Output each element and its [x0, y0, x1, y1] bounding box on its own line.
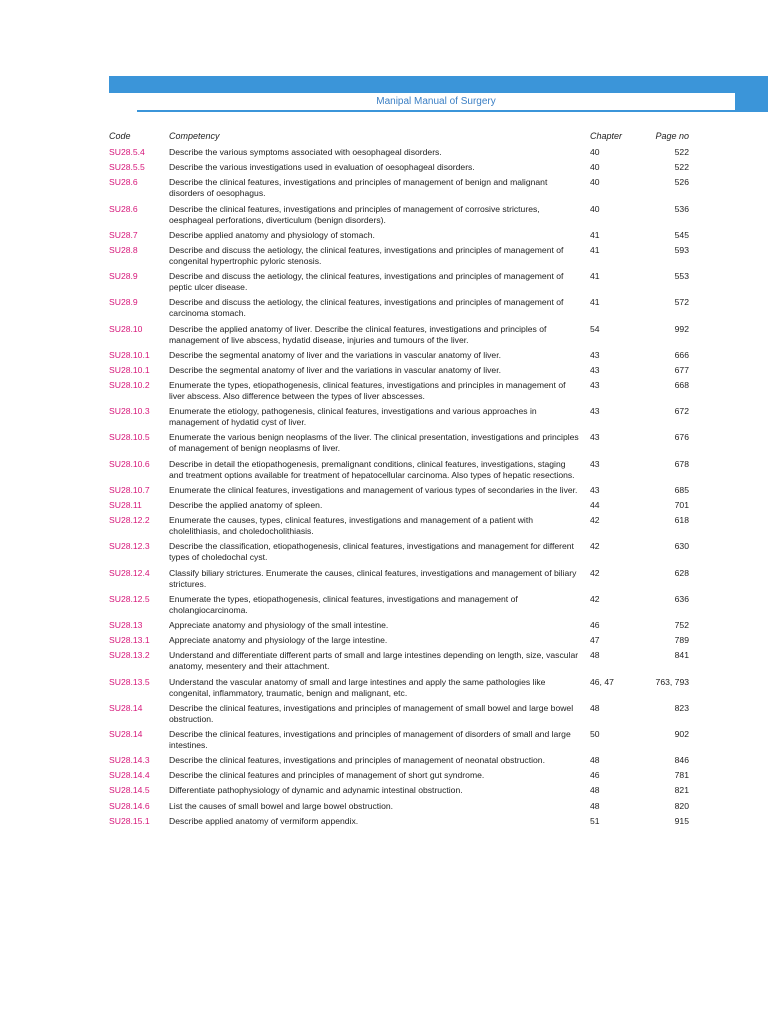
row-competency: Describe the clinical features, investigations and principles of management of corrosive strictures, oesphageal perforations, diverticulum (benign disorders). [169, 203, 540, 225]
row-page: 781 [674, 770, 689, 781]
row-page: 666 [674, 349, 689, 360]
row-chapter: 46 [590, 770, 600, 781]
row-chapter: 48 [590, 755, 600, 766]
table-row [109, 650, 689, 676]
row-chapter: 43 [590, 484, 600, 495]
row-code: SU28.15.1 [109, 815, 150, 826]
row-competency: Understand the vascular anatomy of small and large intestines and apply the same pathologies like congenital, inflammatory, traumatic, benign and malignant, etc. [169, 676, 546, 698]
row-chapter: 47 [590, 635, 600, 646]
table-row [109, 324, 689, 350]
table-row [109, 147, 689, 162]
row-competency: Describe applied anatomy and physiology of stomach. [169, 229, 375, 240]
row-code: SU28.12.3 [109, 541, 150, 552]
row-page: 672 [674, 406, 689, 417]
row-competency: Classify biliary strictures. Enumerate the causes, clinical features, investigations and management of biliary strictures. [169, 567, 577, 589]
row-page: 522 [674, 147, 689, 157]
table-row [109, 297, 689, 323]
row-code: SU28.14.4 [109, 770, 150, 781]
row-chapter: 41 [590, 244, 600, 255]
table-row [109, 380, 689, 406]
row-competency: Describe the clinical features, investigations and principles of management of benign and malignant disorders of oesophagus. [169, 177, 548, 199]
row-page: 572 [674, 297, 689, 308]
row-competency: Describe the clinical features and principles of management of short gut syndrome. [169, 770, 485, 781]
row-page: 526 [674, 177, 689, 188]
row-chapter: 42 [590, 541, 600, 552]
row-code: SU28.5.5 [109, 162, 145, 173]
row-page: 846 [674, 755, 689, 766]
row-code: SU28.10.2 [109, 380, 150, 391]
row-code: SU28.9 [109, 297, 138, 308]
row-page: 676 [674, 432, 689, 443]
row-page: 685 [674, 484, 689, 495]
row-code: SU28.12.2 [109, 515, 150, 526]
row-chapter: 42 [590, 567, 600, 578]
row-chapter: 48 [590, 702, 600, 713]
row-chapter: 41 [590, 271, 600, 282]
table-row [109, 515, 689, 541]
row-competency: Describe and discuss the aetiology, the clinical features, investigations and principles of management of carcinoma stomach. [169, 297, 564, 319]
table-row [109, 271, 689, 297]
table-body [109, 147, 689, 831]
row-chapter: 46 [590, 619, 600, 630]
row-chapter: 50 [590, 728, 600, 739]
header-page: Page no [655, 131, 689, 141]
row-code: SU28.10.1 [109, 349, 150, 360]
row-page: 668 [674, 380, 689, 391]
row-code: SU28.12.4 [109, 567, 150, 578]
table-row [109, 230, 689, 245]
row-code: SU28.6 [109, 177, 138, 188]
row-competency: Enumerate the causes, types, clinical features, investigations and management of a patient with cholelithiasis, and choledocholithiasis. [169, 515, 534, 537]
row-page: 630 [674, 541, 689, 552]
table-row [109, 459, 689, 485]
row-page: 902 [674, 728, 689, 739]
row-chapter: 40 [590, 203, 600, 214]
row-chapter: 46, 47 [590, 676, 614, 687]
row-page: 618 [674, 515, 689, 526]
row-page: 841 [674, 650, 689, 661]
table-row [109, 541, 689, 567]
row-page: 677 [674, 364, 689, 375]
row-competency: Enumerate the types, etiopathogenesis, clinical features, investigations and management of cholangiocarcinoma. [169, 593, 518, 615]
row-competency: Enumerate the various benign neoplasms of the liver. The clinical presentation, investigations and principles of management of benign neoplasms of liver. [169, 432, 579, 454]
header-chapter: Chapter [590, 131, 623, 141]
row-competency: Describe applied anatomy of vermiform appendix. [169, 815, 359, 826]
row-page: 678 [674, 458, 689, 469]
row-chapter: 43 [590, 406, 600, 417]
table-row [109, 677, 689, 703]
row-chapter: 48 [590, 800, 600, 811]
row-competency: Enumerate the etiology, pathogenesis, clinical features, investigations and various approaches in management of hydatid cyst of liver. [169, 406, 537, 428]
row-code: SU28.14 [109, 728, 143, 739]
competency-table [109, 131, 689, 831]
table-row [109, 485, 689, 500]
row-chapter: 48 [590, 785, 600, 796]
row-page: 593 [674, 244, 689, 255]
row-competency: Describe the clinical features, investigations and principles of management of disorders of small and large intestines. [169, 728, 571, 750]
row-code: SU28.13 [109, 619, 143, 630]
table-row [109, 162, 689, 177]
row-page: 636 [674, 593, 689, 604]
row-chapter: 44 [590, 500, 600, 510]
row-chapter: 43 [590, 458, 600, 469]
row-code: SU28.13.5 [109, 676, 150, 687]
row-page: 522 [674, 162, 689, 173]
row-code: SU28.10 [109, 323, 143, 334]
row-competency: Enumerate the clinical features, investigations and management of various types of secondaries in the liver. [169, 484, 578, 495]
table-row [109, 594, 689, 620]
table-row [109, 770, 689, 785]
row-competency: Describe the various investigations used in evaluation of oesophageal disorders. [169, 162, 475, 173]
row-competency: Describe in detail the etiopathogenesis, premalignant conditions, clinical features, investigations, staging and treatment options available for treatment of hepatocellular carcinoma. Also types of hepatic resections. [169, 458, 575, 480]
row-competency: Appreciate anatomy and physiology of the small intestine. [169, 619, 389, 630]
row-code: SU28.8 [109, 244, 138, 255]
row-chapter: 43 [590, 380, 600, 391]
row-competency: Describe the segmental anatomy of liver and the variations in vascular anatomy of liver. [169, 349, 501, 360]
row-page: 536 [674, 203, 689, 214]
row-page: 820 [674, 800, 689, 811]
table-row [109, 204, 689, 230]
table-row [109, 755, 689, 770]
row-code: SU28.10.5 [109, 432, 150, 443]
row-competency: Describe the classification, etiopathogenesis, clinical features, investigations and management for different types of choledochal cyst. [169, 541, 574, 563]
row-competency: Describe the various symptoms associated with oesophageal disorders. [169, 147, 442, 157]
running-header-title: Manipal Manual of Surgery [137, 93, 735, 110]
row-code: SU28.14.5 [109, 785, 150, 796]
table-row [109, 620, 689, 635]
row-code: SU28.13.1 [109, 635, 150, 646]
table-row [109, 350, 689, 365]
row-page: 821 [674, 785, 689, 796]
row-chapter: 43 [590, 432, 600, 443]
table-row [109, 432, 689, 458]
row-code: SU28.14 [109, 702, 143, 713]
row-code: SU28.14.3 [109, 755, 150, 766]
row-competency: Understand and differentiate different parts of small and large intestines depending on length, size, vascular anatomy, mesentery and their attachment. [169, 650, 579, 672]
row-competency: List the causes of small bowel and large bowel obstruction. [169, 800, 394, 811]
table-header-row [109, 131, 689, 147]
header-competency: Competency [169, 131, 220, 141]
table-row [109, 245, 689, 271]
row-code: SU28.10.7 [109, 484, 150, 495]
header-band [109, 76, 768, 93]
table-row [109, 365, 689, 380]
table-row [109, 816, 689, 831]
row-code: SU28.10.6 [109, 458, 150, 469]
row-chapter: 43 [590, 349, 600, 360]
row-page: 553 [674, 271, 689, 282]
header-code: Code [109, 131, 131, 141]
row-chapter: 40 [590, 162, 600, 173]
table-row [109, 729, 689, 755]
row-chapter: 40 [590, 177, 600, 188]
row-code: SU28.5.4 [109, 147, 145, 157]
row-competency: Differentiate pathophysiology of dynamic and adynamic intestinal obstruction. [169, 785, 463, 796]
row-code: SU28.12.5 [109, 593, 150, 604]
row-competency: Enumerate the types, etiopathogenesis, clinical features, investigations and principles in management of liver abscess. Also difference between the types of liver abscesses. [169, 380, 566, 402]
table-row [109, 635, 689, 650]
row-code: SU28.6 [109, 203, 138, 214]
row-code: SU28.10.1 [109, 364, 150, 375]
row-competency: Describe and discuss the aetiology, the clinical features, investigations and principles of management of peptic ulcer disease. [169, 271, 564, 293]
row-code: SU28.13.2 [109, 650, 150, 661]
table-row [109, 177, 689, 203]
row-code: SU28.9 [109, 271, 138, 282]
row-page: 763, 793 [655, 676, 689, 687]
row-page: 752 [674, 619, 689, 630]
row-page: 915 [674, 815, 689, 826]
row-code: SU28.14.6 [109, 800, 150, 811]
row-competency: Describe the clinical features, investigations and principles of management of small bowel and large bowel obstruction. [169, 702, 574, 724]
row-competency: Describe the applied anatomy of liver. Describe the clinical features, investigations and principles of management of live abscess, hydatid disease, injuries and tumours of the liver. [169, 323, 547, 345]
row-page: 628 [674, 567, 689, 578]
competency-table-wrap [109, 131, 689, 831]
row-chapter: 42 [590, 515, 600, 526]
row-chapter: 54 [590, 323, 600, 334]
row-chapter: 48 [590, 650, 600, 661]
table-row [109, 568, 689, 594]
row-chapter: 41 [590, 229, 600, 240]
row-code: SU28.11 [109, 500, 142, 510]
table-row [109, 801, 689, 816]
row-page: 789 [674, 635, 689, 646]
row-code: SU28.10.3 [109, 406, 150, 417]
table-row [109, 406, 689, 432]
row-page: 701 [674, 500, 689, 510]
row-competency: Appreciate anatomy and physiology of the large intestine. [169, 635, 388, 646]
table-row [109, 785, 689, 800]
row-competency: Describe and discuss the aetiology, the clinical features, investigations and principles of management of congenital hypertrophic pyloric stenosis. [169, 244, 564, 266]
row-competency: Describe the applied anatomy of spleen. [169, 500, 323, 510]
row-competency: Describe the segmental anatomy of liver and the variations in vascular anatomy of liver. [169, 364, 501, 375]
row-chapter: 41 [590, 297, 600, 308]
row-chapter: 40 [590, 147, 600, 157]
row-chapter: 51 [590, 815, 600, 826]
row-page: 992 [674, 323, 689, 334]
row-competency: Describe the clinical features, investigations and principles of management of neonatal obstruction. [169, 755, 545, 766]
table-row [109, 703, 689, 729]
table-row [109, 500, 689, 515]
row-chapter: 42 [590, 593, 600, 604]
row-page: 823 [674, 702, 689, 713]
row-page: 545 [674, 229, 689, 240]
row-code: SU28.7 [109, 229, 138, 240]
row-chapter: 43 [590, 364, 600, 375]
